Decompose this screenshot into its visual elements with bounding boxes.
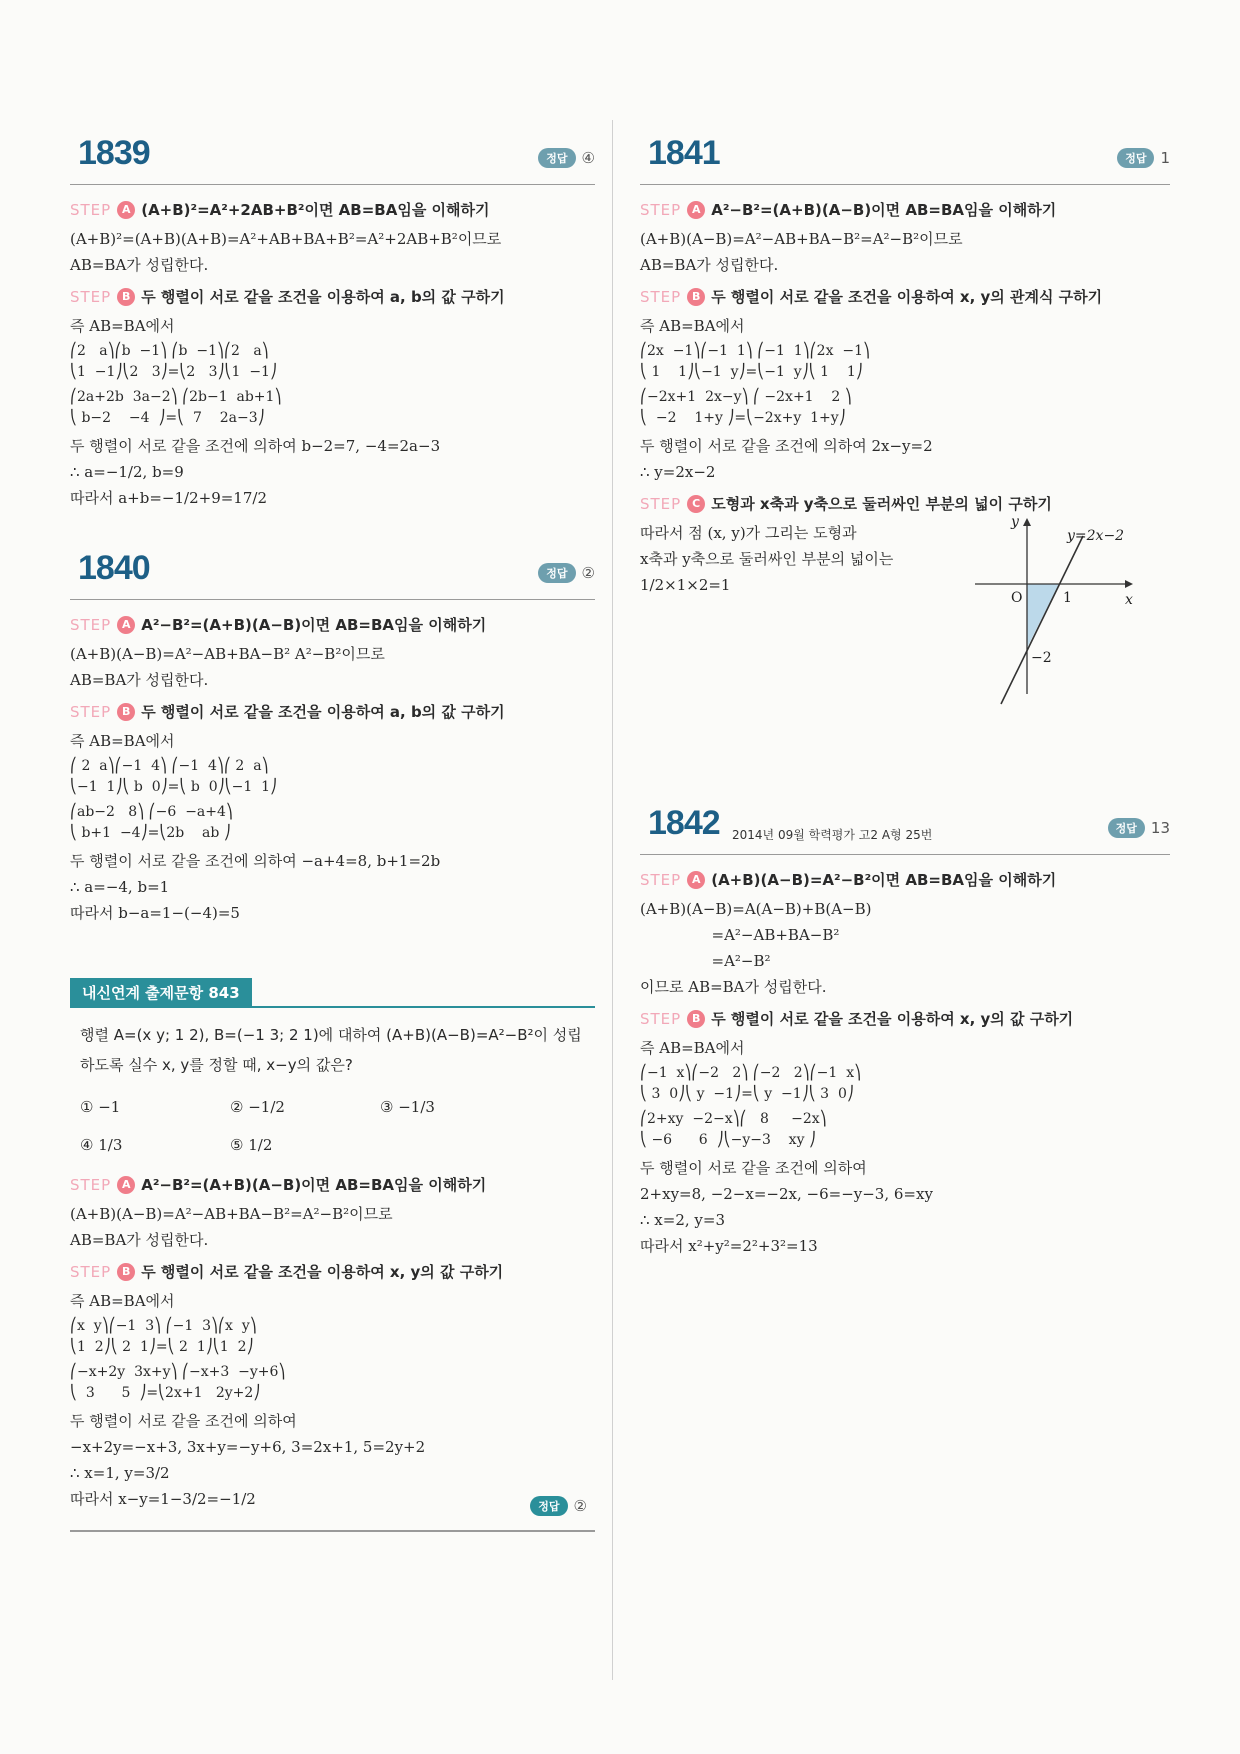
step-tag: STEP (70, 1175, 112, 1194)
problem-number: 1840 (78, 549, 150, 587)
answer-badge: 정답 (530, 1496, 567, 1516)
solution-line: ∴ a=−4, b=1 (70, 878, 170, 896)
step-title: A²−B²=(A+B)(A−B)이면 AB=BA임을 이해하기 (711, 201, 1057, 219)
step-tag: STEP (640, 494, 682, 513)
step-b-heading (70, 701, 595, 722)
step-title: 두 행렬이 서로 같을 조건을 이용하여 x, y의 관계식 구하기 (711, 288, 1103, 306)
area-block (640, 514, 1170, 720)
matrix-equation: ⎛−x+2y 3x+y⎞ ⎛−x+3 −y+6⎞ ⎝ 3 5 ⎠=⎝2x+1 2y+2⎠ (70, 1364, 286, 1401)
answer-value: 1 (1160, 149, 1170, 167)
matrix-equation: ⎛2a+2b 3a−2⎞ ⎛2b−1 ab+1⎞ ⎝ b−2 −4 ⎠=⎝ 7 2a−3⎠ (70, 389, 282, 426)
answer-value: ④ (581, 149, 595, 167)
solution-line: ∴ y=2x−2 (640, 463, 716, 481)
graph-line (1001, 536, 1083, 704)
solution-line: 1/2×1×2=1 (640, 576, 731, 594)
y-axis-label: y (1011, 514, 1019, 530)
linked-problem-banner (70, 978, 595, 1006)
step-title: (A+B)²=A²+2AB+B²이면 AB=BA임을 이해하기 (141, 201, 490, 219)
step-b-heading (70, 286, 595, 307)
problem-1842 (640, 800, 1170, 1259)
solution-line: 따라서 x−y=1−3/2=−1/2 (70, 1490, 256, 1508)
step-tag: STEP (70, 615, 112, 634)
solution-line: 즉 AB=BA에서 (70, 1292, 175, 1310)
solution-line: (A+B)(A−B)=A(A−B)+B(A−B) (640, 900, 872, 918)
step-tag: STEP (70, 702, 112, 721)
step-tag: STEP (70, 1262, 112, 1281)
solution-line: 두 행렬이 서로 같을 조건에 의하여 2x−y=2 (640, 437, 933, 455)
step-b-heading (640, 1008, 1170, 1029)
problem-header (640, 800, 1170, 855)
section-end-rule (70, 1530, 595, 1532)
y-axis-arrow-icon (1023, 518, 1031, 526)
matrix-equation: ⎛−2x+1 2x−y⎞ ⎛ −2x+1 2 ⎞ ⎝ −2 1+y ⎠=⎝−2x+y 1+y⎠ (640, 389, 852, 426)
step-letter: B (687, 1010, 705, 1028)
step-b-heading (640, 286, 1170, 307)
y-intercept-label: −2 (1031, 650, 1052, 666)
solution-line: AB=BA가 성립한다. (70, 256, 209, 274)
step-tag: STEP (640, 870, 682, 889)
line-label: y=2x−2 (1067, 528, 1125, 544)
step-tag: STEP (640, 287, 682, 306)
solution-line: 따라서 a+b=−1/2+9=17/2 (70, 489, 267, 507)
solution-line: (A+B)(A−B)=A²−AB+BA−B² A²−B²이므로 (70, 645, 385, 663)
solution-line: ∴ a=−1/2, b=9 (70, 463, 184, 481)
step-letter: A (117, 201, 135, 219)
column-divider (612, 120, 613, 1680)
step-a-heading (70, 199, 595, 220)
answer-badge: 정답 (1108, 818, 1145, 838)
banner-rule (70, 1006, 595, 1008)
matrix-equation: ⎛ 2 a⎞⎛−1 4⎞ ⎛−1 4⎞⎛ 2 a⎞ ⎝−1 1⎠⎝ b 0⎠=⎝ b 0⎠⎝−1 1⎠ (70, 758, 278, 795)
problem-header (70, 545, 595, 600)
matrix-equation: ⎛2+xy −2−x⎞⎛ 8 −2x⎞ ⎝ −6 6 ⎠⎝−y−3 xy ⎠ (640, 1111, 827, 1148)
solution-line: AB=BA가 성립한다. (70, 671, 209, 689)
answer-box (530, 1496, 587, 1516)
solution-line: (A+B)(A−B)=A²−AB+BA−B²=A²−B²이므로 (640, 230, 963, 248)
solution-line: (A+B)(A−B)=A²−AB+BA−B²=A²−B²이므로 (70, 1205, 393, 1223)
step-letter: A (687, 201, 705, 219)
solution-line: 두 행렬이 서로 같을 조건에 의하여 (70, 1412, 297, 1430)
question-text: 행렬 A=(x y; 1 2), B=(−1 3; 2 1)에 대하여 (A+B)(A−B)=A²−B²이 성립하도록 실수 x, y를 정할 때, x−y의 값은? (80, 1026, 582, 1074)
answer-value: ② (573, 1497, 587, 1515)
answer-badge: 정답 (538, 148, 575, 168)
problem-source: 2014년 09월 학력평가 고2 A형 25번 (732, 828, 933, 842)
problem-number: 1842 (648, 804, 720, 842)
matrix-equation: ⎛2 a⎞⎛b −1⎞ ⎛b −1⎞⎛2 a⎞ ⎝1 −1⎠⎝2 3⎠=⎝2 3⎠⎝1 −1⎠ (70, 343, 277, 380)
choice-4: ④ 1/3 (80, 1136, 123, 1154)
step-a-heading (640, 869, 1170, 890)
solution-line: −x+2y=−x+3, 3x+y=−y+6, 3=2x+1, 5=2y+2 (70, 1438, 426, 1456)
solution-line: 즉 AB=BA에서 (70, 732, 175, 750)
solution-line: ∴ x=2, y=3 (640, 1211, 726, 1229)
choice-1: ① −1 (80, 1098, 121, 1116)
problem-1839 (70, 130, 595, 511)
step-title: (A+B)(A−B)=A²−B²이면 AB=BA임을 이해하기 (711, 871, 1057, 889)
solution-line: 즉 AB=BA에서 (640, 317, 745, 335)
x-intercept-label: 1 (1063, 590, 1072, 606)
answer-badge: 정답 (538, 563, 575, 583)
solution-line: 이므로 AB=BA가 성립한다. (640, 978, 827, 996)
solution-line: 따라서 x²+y²=2²+3²=13 (640, 1237, 818, 1255)
step-letter: B (117, 1263, 135, 1281)
step-tag: STEP (640, 200, 682, 219)
solution-line: =A²−AB+BA−B² (640, 926, 840, 944)
step-letter: B (687, 288, 705, 306)
step-letter: A (117, 616, 135, 634)
problem-number: 1839 (78, 134, 150, 172)
final-line-row (70, 1486, 595, 1515)
solution-line: 즉 AB=BA에서 (640, 1039, 745, 1057)
matrix-equation: ⎛ab−2 8⎞ ⎛−6 −a+4⎞ ⎝ b+1 −4⎠=⎝2b ab ⎠ (70, 804, 233, 841)
matrix-equation: ⎛x y⎞⎛−1 3⎞ ⎛−1 3⎞⎛x y⎞ ⎝1 2⎠⎝ 2 1⎠=⎝ 2 1⎠⎝1 2⎠ (70, 1318, 257, 1355)
solution-line: ∴ x=1, y=3/2 (70, 1464, 170, 1482)
solution-line: 즉 AB=BA에서 (70, 317, 175, 335)
matrix-equation: ⎛−1 x⎞⎛−2 2⎞ ⎛−2 2⎞⎛−1 x⎞ ⎝ 3 0⎠⎝ y −1⎠=⎝ y −1⎠⎝ 3 0⎠ (640, 1065, 862, 1102)
linked-problem-843 (70, 978, 595, 1532)
answer-box (538, 148, 595, 168)
step-b-heading (70, 1261, 595, 1282)
step-title: 도형과 x축과 y축으로 둘러싸인 부분의 넓이 구하기 (711, 495, 1052, 513)
problem-1841 (640, 130, 1170, 720)
step-title: A²−B²=(A+B)(A−B)이면 AB=BA임을 이해하기 (141, 1176, 487, 1194)
step-title: 두 행렬이 서로 같을 조건을 이용하여 x, y의 값 구하기 (711, 1010, 1074, 1028)
matrix-equation: ⎛2x −1⎞⎛−1 1⎞ ⎛−1 1⎞⎛2x −1⎞ ⎝ 1 1⎠⎝−1 y⎠=⎝−1 y⎠⎝ 1 1⎠ (640, 343, 871, 380)
solution-line: 두 행렬이 서로 같을 조건에 의하여 b−2=7, −4=2a−3 (70, 437, 441, 455)
solution-line: 2+xy=8, −2−x=−2x, −6=−y−3, 6=xy (640, 1185, 933, 1203)
problem-header (640, 130, 1170, 185)
banner-label: 내신연계 출제문항 843 (70, 978, 252, 1007)
answer-box (1117, 148, 1170, 168)
origin-label: O (1011, 590, 1023, 606)
answer-box (538, 563, 595, 583)
step-title: 두 행렬이 서로 같을 조건을 이용하여 a, b의 값 구하기 (141, 288, 505, 306)
solution-line: 따라서 점 (x, y)가 그리는 도형과 (640, 524, 857, 542)
choice-2: ② −1/2 (230, 1098, 285, 1116)
answer-value: 13 (1150, 819, 1170, 837)
answer-value: ② (581, 564, 595, 582)
step-letter: B (117, 703, 135, 721)
solution-line: =A²−B² (640, 952, 771, 970)
solution-line: 두 행렬이 서로 같을 조건에 의하여 −a+4=8, b+1=2b (70, 852, 441, 870)
x-axis-arrow-icon (1125, 580, 1133, 588)
solution-line: (A+B)²=(A+B)(A+B)=A²+AB+BA+B²=A²+2AB+B²이므로 (70, 230, 502, 248)
problem-1840 (70, 545, 595, 926)
step-tag: STEP (640, 1009, 682, 1028)
choice-3: ③ −1/3 (380, 1098, 435, 1116)
step-a-heading (70, 614, 595, 635)
answer-choices (80, 1088, 595, 1164)
step-letter: A (117, 1176, 135, 1194)
answer-box (1108, 818, 1170, 838)
step-tag: STEP (70, 287, 112, 306)
solution-line: x축과 y축으로 둘러싸인 부분의 넓이는 (640, 550, 894, 568)
solution-line: 따라서 b−a=1−(−4)=5 (70, 904, 240, 922)
area-graph (975, 514, 1160, 714)
step-tag: STEP (70, 200, 112, 219)
left-column (70, 130, 595, 1532)
step-title: 두 행렬이 서로 같을 조건을 이용하여 a, b의 값 구하기 (141, 703, 505, 721)
step-c-heading (640, 493, 1170, 514)
step-a-heading (70, 1174, 595, 1195)
answer-badge: 정답 (1117, 148, 1154, 168)
right-column (640, 130, 1170, 1259)
solution-line: AB=BA가 성립한다. (70, 1231, 209, 1249)
step-letter: C (687, 495, 705, 513)
step-title: 두 행렬이 서로 같을 조건을 이용하여 x, y의 값 구하기 (141, 1263, 504, 1281)
step-title: A²−B²=(A+B)(A−B)이면 AB=BA임을 이해하기 (141, 616, 487, 634)
step-a-heading (640, 199, 1170, 220)
step-letter: A (687, 871, 705, 889)
solution-line: AB=BA가 성립한다. (640, 256, 779, 274)
problem-header (70, 130, 595, 185)
step-letter: B (117, 288, 135, 306)
choice-5: ⑤ 1/2 (230, 1136, 273, 1154)
x-axis-label: x (1125, 592, 1133, 608)
solution-line: 두 행렬이 서로 같을 조건에 의하여 (640, 1159, 867, 1177)
problem-number: 1841 (648, 134, 720, 172)
